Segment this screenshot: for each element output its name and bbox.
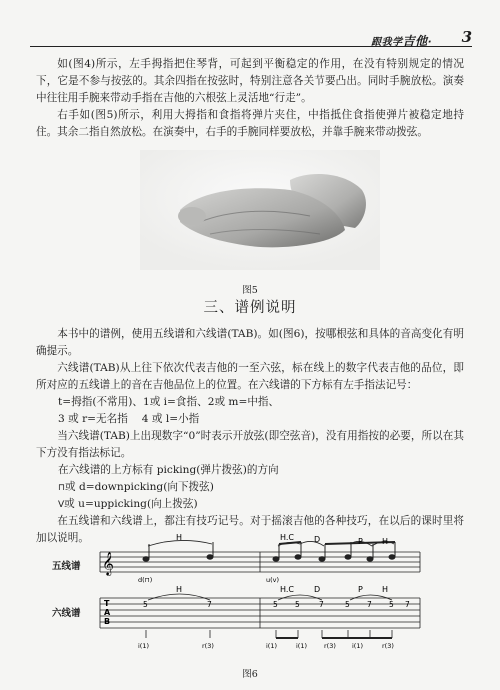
intro-paragraph: 本书中的谱例，使用五线谱和六线谱(TAB)。如(图6)，按哪根弦和具体的音高变化有明确提示。: [36, 328, 464, 357]
uppick-text: 或 u=uppicking(向上拨弦): [64, 498, 198, 510]
finger-mark: i(1): [266, 642, 278, 650]
brand-dot: ·: [427, 37, 432, 48]
technique-paragraph: 在五线谱和六线谱上，都注有技巧记号。对于摇滚吉他的各种技巧，在以后的课时里将加以说明。: [36, 515, 464, 544]
downpick-icon: ⊓: [58, 483, 66, 493]
fret-number: 5: [143, 600, 148, 609]
tab-letter: A: [104, 608, 111, 617]
tab-technique-mark: P: [358, 585, 363, 594]
page-number: 3: [461, 28, 472, 46]
tab-paragraph: 六线谱(TAB)从上往下依次代表吉他的一至六弦，标在线上的数字代表吉他的品位，即所对应的五线谱上的音在吉他品位上的位置。在六线谱的下方标有左手指法记号：: [36, 362, 464, 391]
uppick-icon: V: [58, 500, 65, 510]
finger-mark: i(1): [296, 642, 308, 650]
downpicking-line: [58, 479, 464, 497]
uppicking-line: [58, 496, 464, 514]
tab-slurs: [148, 594, 392, 600]
intro-paragraph-block: [36, 326, 464, 394]
treble-clef-icon: 𝄞: [102, 551, 114, 575]
fret-numbers: [143, 600, 410, 609]
top-paragraphs: [36, 56, 464, 141]
figure6-notation: [100, 533, 472, 658]
brand-main: 吉他: [402, 34, 428, 48]
picking-mark: u(v): [266, 576, 280, 584]
finger-mark: r(3): [382, 642, 394, 650]
technique-mark: H: [382, 537, 389, 546]
picking-line: 在六线谱的上方标有 picking(弹片拨弦)的方向: [58, 464, 279, 476]
finger-legend-1: t=拇指(不常用)、1或 i=食指、2或 m=中指、: [58, 396, 280, 408]
brand-prefix: 跟我学: [371, 37, 403, 48]
fret-number: 7: [405, 600, 410, 609]
tab-letters: [104, 599, 111, 626]
finger-marks: [138, 642, 394, 650]
standard-staff: [100, 552, 420, 572]
fret-number: 7: [367, 600, 372, 609]
technique-mark: H: [176, 533, 183, 542]
tab-label: 六线谱: [52, 608, 81, 619]
staff-label: 五线谱: [52, 561, 81, 572]
tab-technique-mark: H.C: [280, 585, 295, 594]
technique-mark: P: [358, 537, 363, 546]
finger-mark: r(3): [324, 642, 336, 650]
picking-marks: [138, 576, 279, 584]
hand-photo: [140, 150, 380, 270]
fret-number: 7: [319, 600, 324, 609]
header-rule: [30, 46, 472, 47]
figure5-caption: 图5: [242, 285, 258, 296]
finger-mark: i(1): [352, 642, 364, 650]
fret-number: 5: [273, 600, 278, 609]
open-string-block: [36, 428, 464, 462]
fret-number: 5: [389, 600, 394, 609]
technique-mark: H.C: [280, 533, 295, 542]
downpick-text: 或 d=downpicking(向下拨弦): [65, 481, 214, 493]
tab-staff: [100, 598, 420, 628]
running-header: [30, 30, 472, 46]
section-title: 三、谱例说明: [203, 300, 297, 316]
figure6-caption: 图6: [242, 669, 258, 680]
tab-technique-mark: D: [314, 585, 321, 594]
fret-number: 7: [207, 600, 212, 609]
finger-mark: r(3): [202, 642, 214, 650]
tab-stems: [146, 630, 392, 638]
tab-technique-mark: H: [176, 585, 183, 594]
picking-mark: d(⊓): [138, 576, 153, 584]
tab-letter: T: [104, 599, 110, 608]
paragraph-right-hand: 右手如(图5)所示，利用大拇指和食指将弹片夹住，中指抵住食指使弹片被稳定地持住。其余二指自然放松。在演奏中，右手的手腕同样要放松，并靠手腕来带动拨弦。: [36, 109, 464, 138]
fret-number: 5: [345, 600, 350, 609]
open-string-paragraph: 当六线谱(TAB)上出现数字“0”时表示开放弦(即空弦音)，没有用指按的必要，所以在其下方没有指法标记。: [36, 430, 464, 459]
tab-letter: B: [104, 617, 111, 626]
tab-technique-mark: H: [382, 585, 389, 594]
technique-mark: D: [314, 535, 321, 544]
finger-legend-2: 3 或 r=无名指 4 或 l=小指: [58, 413, 200, 425]
paragraph-left-hand: 如(图4)所示，左手拇指把住琴背，可起到平衡稳定的作用，在没有特别规定的情况下，它是不参与按弦的。其余四指在按弦时，特别注意各关节要凸出。同时手腕放松。演奏中往往用手腕来带动手指在吉他的六根弦上灵活地“行走”。: [36, 58, 464, 104]
fret-number: 5: [295, 600, 300, 609]
finger-mark: i(1): [138, 642, 150, 650]
tab-technique-marks: [176, 585, 388, 594]
